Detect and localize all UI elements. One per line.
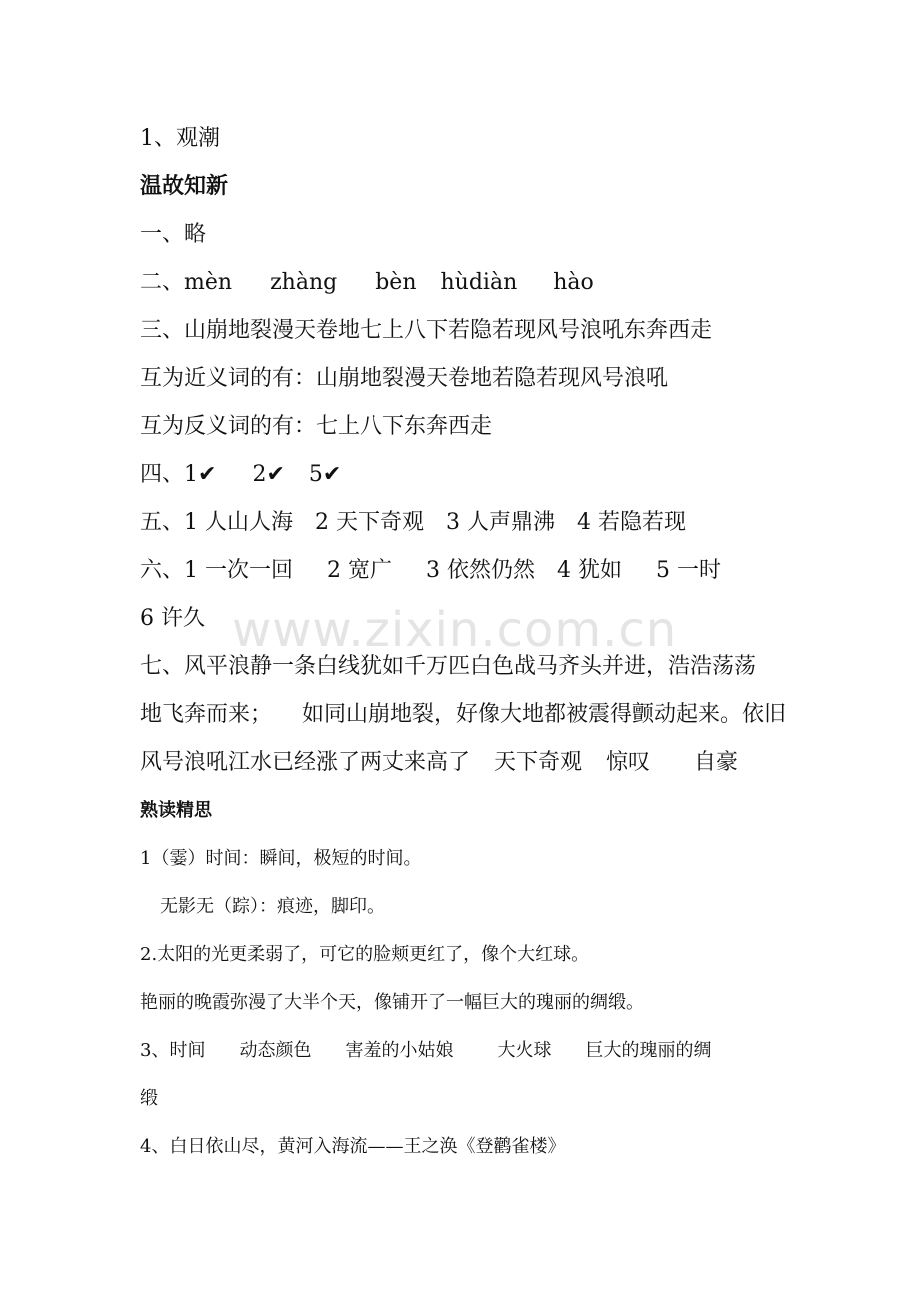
section-heading-reading: 熟读精思 [140,800,212,821]
answer-item: 自豪 [694,750,739,775]
reading-line-4: 艳丽的晚霞弥漫了大半个天，像铺开了一幅巨大的瑰丽的绸缎。 [140,992,644,1013]
answer-item: 天下奇观 [494,750,583,775]
pinyin-item: mèn [184,270,233,295]
reading-line-3: 2.太阳的光更柔弱了，可它的脸颊更红了，像个大红球。 [140,944,590,965]
reading-item: 动态颜色 [239,1040,312,1061]
answer-line-2-pinyin [140,272,594,294]
answer-line-synonyms: 互为近义词的有：山崩地裂漫天卷地若隐若现风号浪吼 [140,366,669,391]
reading-line-1: 1（霎）时间：瞬间，极短的时间。 [140,848,422,869]
answer-line-6-continued: 6 许久 [140,606,205,631]
document-title: 1、观潮 [140,126,220,151]
answer-fragment: 如同山崩地裂，好像大地都被震得颤动起来。依旧 [302,702,787,727]
answer-item: 2 天下奇观 [315,510,425,535]
pinyin-item: hùdiàn [440,270,518,295]
check-item: 2✔ [252,462,285,487]
answer-item: 1 一次一回 [184,558,294,583]
answer-line-antonyms: 互为反义词的有：七上八下东奔西走 [140,414,493,439]
answer-line-3: 三、山崩地裂漫天卷地七上八下若隐若现风号浪吼东奔西走 [140,318,713,343]
section-heading-review: 温故知新 [140,174,229,199]
line-prefix: 六、 [140,558,185,583]
check-item: 5✔ [308,462,342,487]
answer-item: 惊叹 [606,750,651,775]
answer-line-7-continued [140,704,786,726]
answer-line-7: 七、风平浪静一条白线犹如千万匹白色战马齐头并进，浩浩荡荡 [140,654,757,679]
reading-item: 大火球 [497,1040,552,1061]
answer-item: 4 犹如 [557,558,623,583]
answer-line-7-end [140,752,738,774]
reading-item: 3、时间 [140,1040,206,1061]
answer-line-6 [140,560,721,582]
answer-item: 4 若隐若现 [577,510,687,535]
answer-item: 1 人山人海 [184,510,294,535]
answer-item: 2 宽广 [327,558,393,583]
reading-item: 害羞的小姑娘 [345,1040,454,1061]
pinyin-item: bèn [375,270,417,295]
reading-item: 巨大的瑰丽的绸 [585,1040,712,1061]
pinyin-item: hào [553,270,594,295]
pinyin-item: zhàng [270,270,338,295]
answer-item: 风号浪吼江水已经涨了两丈来高了 [140,750,471,775]
answer-line-5 [140,512,686,534]
reading-line-5-continued: 缎 [140,1088,158,1109]
line-prefix: 二、 [140,270,185,295]
answer-item: 3 依然仍然 [426,558,536,583]
answer-fragment: 地飞奔而来； [140,702,273,727]
line-prefix: 五、 [140,510,185,535]
reading-line-2: 无影无（踪）：痕迹，脚印。 [160,896,385,917]
line-prefix: 四、 [140,462,185,487]
check-item: 1✔ [184,462,217,487]
reading-line-6: 4、白日依山尽，黄河入海流——王之涣《登鹳雀楼》 [140,1136,566,1157]
answer-item: 3 人声鼎沸 [446,510,556,535]
answer-line-1: 一、略 [140,222,207,247]
answer-item: 5 一时 [656,558,722,583]
answer-line-4-checks [140,464,341,486]
watermark: www.zixin.com.cn [232,602,678,658]
reading-line-5 [140,1042,711,1060]
